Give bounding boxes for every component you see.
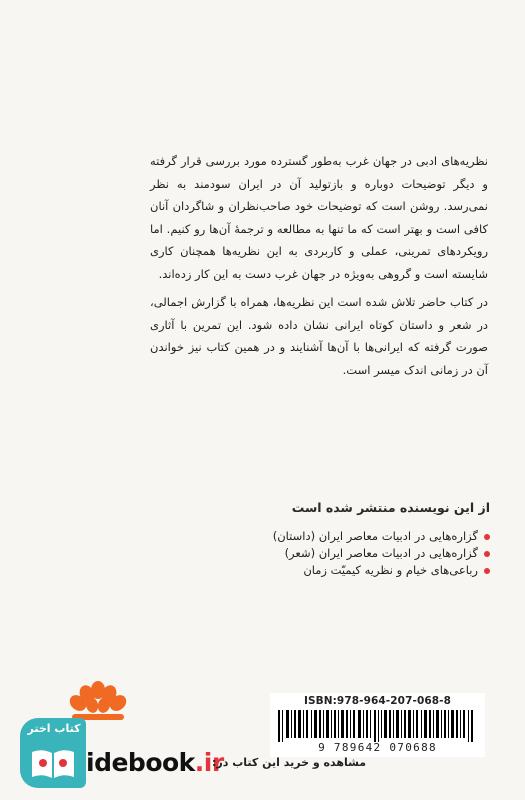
other-books-list [160, 528, 490, 579]
bullet-icon [484, 551, 490, 557]
list-item: گزاره‌هایی در ادبیات معاصر ایران (شعر) [160, 545, 490, 562]
open-book-icon [30, 748, 76, 780]
list-item: رباعی‌های خیام و نظریه کیمیّت زمان [160, 562, 490, 579]
watermark-caption: مشاهده و خرید این کتاب در: [212, 756, 367, 769]
watermark-badge-text: کتاب اختر [27, 722, 81, 735]
paragraph-1: نظریه‌های ادبی در جهان غرب به‌طور گسترده مورد بررسی قرار گرفته و دیگر توضیحات دوباره و بازتولید آن در ایران سودمند به نظر نمی‌رسد. روشن است که توضیحات خود صاحب‌نظران و شاگردان آنان کافی است و بهتر است که ما تنها به مطالعه و ترجمهٔ آن‌ها رو کنیم. اما رویکردهای تمرینی، عملی و کاربردی به این نظریه‌ها همچنان کاری شایسته است و گروهی به‌ویژه در جهان غرب دست به این کار زده‌اند. [150, 154, 488, 281]
isbn-label: ISBN:978-964-207-068-8 [303, 695, 452, 707]
barcode-digits: 9 789642 070688 [318, 741, 437, 754]
bullet-icon [484, 534, 490, 540]
back-cover-text [150, 150, 488, 387]
publisher-flower-logo-icon [66, 676, 130, 724]
bullet-icon [484, 568, 490, 574]
isbn-barcode [270, 693, 485, 757]
paragraph-2: در کتاب حاضر تلاش شده است این نظریه‌ها، همراه با گزارش اجمالی، در شعر و داستان کوتاه ایرانی نشان داده شود. این تمرین با آثاری صورت گرفته که ایرانی‌ها با آن‌ها آشنایند و در همین کتاب نیز خواندن آن در زمانی اندک میسر است. [150, 295, 488, 377]
watermark-site: idebook.ir [86, 748, 224, 777]
list-item: گزاره‌هایی در ادبیات معاصر ایران (داستان) [160, 528, 490, 545]
other-books-heading: از این نویسنده منتشر شده است [291, 500, 490, 515]
barcode-bars-icon [278, 710, 478, 742]
